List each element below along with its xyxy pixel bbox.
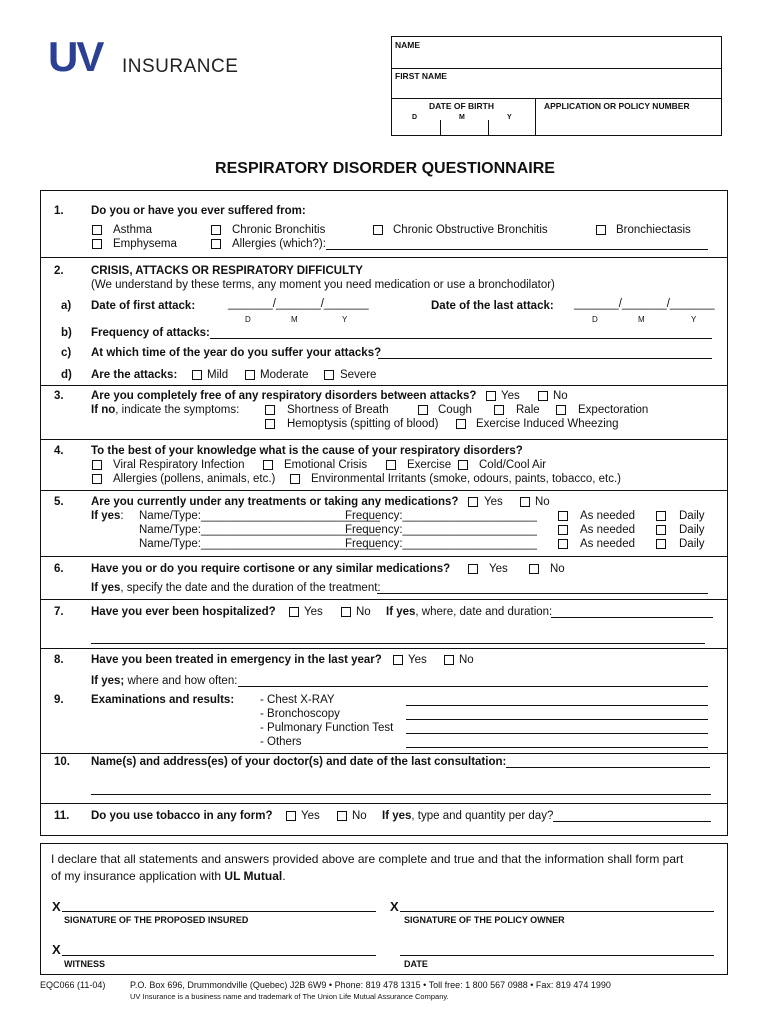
q2c-text: At which time of the year do you suffer your attacks? — [91, 347, 382, 359]
q8-no-label: No — [459, 654, 474, 666]
q3-yes-checkbox[interactable] — [486, 391, 496, 401]
name-label: NAME — [395, 40, 421, 50]
irritants-label: Environmental Irritants (smoke, odours, paints, tobacco, etc.) — [311, 473, 621, 485]
divider — [40, 599, 728, 600]
shortness-checkbox[interactable] — [265, 405, 275, 415]
hospitalization-field-1[interactable] — [551, 617, 713, 618]
allergies-which-field[interactable] — [326, 249, 708, 250]
q9-number: 9. — [54, 694, 64, 706]
form-code: EQC066 (11-04) — [40, 980, 106, 990]
as-needed-checkbox-3[interactable] — [558, 539, 568, 549]
q2-note: (We understand by these terms, any moment you need medication or use a bronchodilator) — [91, 279, 555, 291]
as-needed-label-3: As needed — [580, 538, 635, 550]
divider — [40, 490, 728, 491]
q2b-label: b) — [61, 327, 72, 339]
q7-yes-checkbox[interactable] — [289, 607, 299, 617]
q8-if-yes-bold: If yes; — [91, 675, 125, 687]
footer-trademark: UV Insurance is a business name and trademark of The Union Life Mutual Assurance Company. — [130, 992, 449, 1001]
dob-d: D — [412, 114, 418, 121]
q4-number: 4. — [54, 445, 64, 457]
q6-yes-checkbox[interactable] — [468, 564, 478, 574]
emphysema-label: Emphysema — [113, 238, 177, 250]
moderate-label: Moderate — [260, 369, 309, 381]
q5-yes-checkbox[interactable] — [468, 497, 478, 507]
declaration-end: . — [282, 869, 286, 883]
q5-number: 5. — [54, 496, 64, 508]
q7-if-yes — [386, 606, 552, 619]
divider — [40, 803, 728, 804]
q6-if-yes-bold: If yes — [91, 582, 121, 594]
shortness-label: Shortness of Breath — [287, 404, 389, 416]
q6-yes-label: Yes — [489, 563, 508, 575]
doctor-field-2[interactable] — [91, 794, 711, 795]
viral-checkbox[interactable] — [92, 460, 102, 470]
doctor-field-1[interactable] — [506, 767, 710, 768]
emphysema-checkbox[interactable] — [92, 239, 102, 249]
q3-if-no — [91, 404, 239, 417]
owner-signature-label: SIGNATURE OF THE POLICY OWNER — [404, 915, 565, 925]
wheezing-checkbox[interactable] — [456, 419, 466, 429]
q11-no-checkbox[interactable] — [337, 811, 347, 821]
dob-label: DATE OF BIRTH — [429, 101, 495, 111]
daily-label-3: Daily — [679, 538, 705, 550]
company-name: UL Mutual — [224, 869, 283, 883]
as-needed-label-2: As needed — [580, 524, 635, 536]
witness-x: X — [52, 942, 61, 957]
moderate-checkbox[interactable] — [245, 370, 255, 380]
as-needed-label-1: As needed — [580, 510, 635, 522]
time-of-year-field[interactable] — [378, 358, 712, 359]
q5-text: Are you currently under any treatments or taking any medications? — [91, 496, 459, 508]
viral-label: Viral Respiratory Infection — [113, 459, 245, 471]
daily-checkbox-1[interactable] — [656, 511, 666, 521]
q11-if-yes — [382, 810, 553, 823]
q2-number: 2. — [54, 265, 64, 277]
logo-word: INSURANCE — [122, 56, 239, 77]
q5-no-label: No — [535, 496, 550, 508]
q2c-label: c) — [61, 347, 72, 359]
dob-y: Y — [507, 114, 512, 121]
rale-checkbox[interactable] — [494, 405, 504, 415]
cortisone-details-field[interactable] — [377, 593, 708, 594]
q11-no-label: No — [352, 810, 367, 822]
divider — [40, 753, 728, 754]
first-name-label: FIRST NAME — [395, 71, 447, 81]
mild-label: Mild — [207, 369, 229, 381]
q5-yes-label: Yes — [484, 496, 503, 508]
daily-label-2: Daily — [679, 524, 705, 536]
q3-yes-label: Yes — [501, 390, 520, 402]
footer-address: P.O. Box 696, Drummondville (Quebec) J2B 6W9 • Phone: 819 478 1315 • Toll free: 1 800 567 0988 • Fax: 819 474 1990 — [130, 980, 611, 990]
q8-yes-checkbox[interactable] — [393, 655, 403, 665]
declaration-text: of my insurance application with — [51, 869, 225, 883]
med-name-field-2[interactable]: Name/Type:____________________________ — [139, 524, 381, 536]
emotional-label: Emotional Crisis — [284, 459, 368, 471]
q4-text: To the best of your knowledge what is the cause of your respiratory disorders? — [91, 445, 523, 457]
first-attack-d: D — [245, 315, 251, 324]
daily-label-1: Daily — [679, 510, 705, 522]
logo-mark: UV — [48, 33, 103, 80]
q8-if-yes-text: where and how often: — [124, 675, 238, 687]
last-attack-m: M — [638, 315, 645, 324]
dob-m: M — [459, 114, 465, 121]
expectoration-checkbox[interactable] — [556, 405, 566, 415]
q3-text: Are you completely free of any respiratory disorders between attacks? — [91, 390, 477, 402]
q2d-text: Are the attacks: — [91, 369, 178, 381]
irritants-checkbox[interactable] — [290, 474, 300, 484]
page-title: RESPIRATORY DISORDER QUESTIONNAIRE — [215, 160, 555, 177]
exam-result-field-1[interactable] — [406, 705, 708, 706]
q7-yes-label: Yes — [304, 606, 323, 618]
q1-text: Do you or have you ever suffered from: — [91, 205, 306, 217]
cold-air-checkbox[interactable] — [458, 460, 468, 470]
q6-no-label: No — [550, 563, 565, 575]
allergies-label: Allergies (which?): — [232, 238, 326, 250]
bronchiectasis-checkbox[interactable] — [596, 225, 606, 235]
exam-chest-xray: - Chest X-RAY — [260, 694, 335, 706]
tobacco-details-field[interactable] — [553, 821, 711, 822]
chronic-bronchitis-checkbox[interactable] — [211, 225, 221, 235]
first-name-field[interactable] — [392, 98, 721, 99]
rale-label: Rale — [516, 404, 540, 416]
med-frequency-field-1[interactable]: Frequency:_____________________ — [345, 510, 537, 522]
med-name-field-3[interactable]: Name/Type:____________________________ — [139, 538, 381, 550]
frequency-of-attacks-field[interactable] — [210, 338, 712, 339]
q7-no-label: No — [356, 606, 371, 618]
q7-number: 7. — [54, 606, 64, 618]
q1-number: 1. — [54, 205, 64, 217]
divider — [40, 257, 728, 258]
declaration-line-1: I declare that all statements and answers provided above are complete and true and that the information shall form part — [51, 852, 684, 866]
chronic-bronchitis-label: Chronic Bronchitis — [232, 224, 326, 236]
last-attack-d: D — [592, 315, 598, 324]
med-frequency-field-3[interactable]: Frequency:_____________________ — [345, 538, 537, 550]
exam-result-field-4[interactable] — [406, 747, 708, 748]
witness-signature-field[interactable] — [62, 955, 376, 956]
last-attack-date-field[interactable]: _______/_______/_______ — [574, 298, 715, 310]
q5-no-checkbox[interactable] — [520, 497, 530, 507]
insured-signature-label: SIGNATURE OF THE PROPOSED INSURED — [64, 915, 249, 925]
q5-colon: : — [120, 510, 124, 522]
hemoptysis-label: Hemoptysis (spitting of blood) — [287, 418, 439, 430]
allergies-checkbox[interactable] — [211, 239, 221, 249]
if-no-bold: If no — [91, 404, 116, 416]
date-label: DATE — [404, 959, 428, 969]
q8-number: 8. — [54, 654, 64, 666]
if-no-text: , indicate the symptoms: — [115, 404, 240, 416]
hemoptysis-checkbox[interactable] — [265, 419, 275, 429]
first-attack-y: Y — [342, 315, 348, 324]
dob-policy-divider — [535, 98, 536, 135]
dob-divider-2 — [488, 120, 489, 135]
exam-bronchoscopy: - Bronchoscopy — [260, 708, 340, 720]
daily-checkbox-3[interactable] — [656, 539, 666, 549]
divider — [40, 556, 728, 557]
q8-no-checkbox[interactable] — [444, 655, 454, 665]
emotional-checkbox[interactable] — [263, 460, 273, 470]
as-needed-checkbox-1[interactable] — [558, 511, 568, 521]
exam-others: - Others — [260, 736, 302, 748]
divider — [40, 648, 728, 649]
q6-text: Have you or do you require cortisone or any similar medications? — [91, 563, 451, 575]
as-needed-checkbox-2[interactable] — [558, 525, 568, 535]
severe-label: Severe — [340, 369, 377, 381]
q11-if-yes-bold: If yes — [382, 810, 412, 822]
declaration-line-2 — [51, 869, 286, 884]
q2a-label: a) — [61, 300, 72, 312]
q11-if-yes-text: , type and quantity per day? — [411, 810, 554, 822]
q8-if-yes — [91, 675, 237, 688]
exam-pulmonary: - Pulmonary Function Test — [260, 722, 394, 734]
insured-x: X — [52, 899, 61, 914]
cold-air-label: Cold/Cool Air — [479, 459, 547, 471]
policy-label: APPLICATION OR POLICY NUMBER — [544, 101, 690, 111]
asthma-label: Asthma — [113, 224, 152, 236]
cough-label: Cough — [438, 404, 472, 416]
q8-text: Have you been treated in emergency in the last year? — [91, 654, 382, 666]
q2a-text: Date of first attack: — [91, 300, 196, 312]
name-field[interactable] — [392, 68, 721, 69]
witness-label: WITNESS — [64, 959, 106, 969]
q7-if-yes-bold: If yes — [386, 606, 416, 618]
exam-result-field-2[interactable] — [406, 719, 708, 720]
divider — [40, 385, 728, 386]
last-attack-y: Y — [691, 315, 697, 324]
divider — [40, 439, 728, 440]
q7-if-yes-text: , where, date and duration: — [415, 606, 553, 618]
wheezing-label: Exercise Induced Wheezing — [476, 418, 619, 430]
asthma-checkbox[interactable] — [92, 225, 102, 235]
q3-no-checkbox[interactable] — [538, 391, 548, 401]
owner-x: X — [390, 899, 399, 914]
hospitalization-field-2[interactable] — [91, 643, 705, 644]
q11-yes-label: Yes — [301, 810, 320, 822]
identity-box — [391, 36, 722, 136]
q2-text: CRISIS, ATTACKS OR RESPIRATORY DIFFICULTY — [91, 265, 363, 277]
q5-if-yes-bold: If yes — [91, 510, 121, 522]
q11-yes-checkbox[interactable] — [286, 811, 296, 821]
med-frequency-field-2[interactable]: Frequency:_____________________ — [345, 524, 537, 536]
first-attack-date-field[interactable]: _______/_______/_______ — [228, 298, 369, 310]
bronchiectasis-label: Bronchiectasis — [616, 224, 691, 236]
mild-checkbox[interactable] — [192, 370, 202, 380]
q6-no-checkbox[interactable] — [529, 564, 539, 574]
q11-number: 11. — [54, 810, 70, 822]
exam-result-field-3[interactable] — [406, 733, 708, 734]
copd-label: Chronic Obstructive Bronchitis — [393, 224, 548, 236]
q7-text: Have you ever been hospitalized? — [91, 606, 276, 618]
q7-no-checkbox[interactable] — [341, 607, 351, 617]
allergies-cause-label: Allergies (pollens, animals, etc.) — [113, 473, 276, 485]
allergies-cause-checkbox[interactable] — [92, 474, 102, 484]
q6-if-yes-text: , specify the date and the duration of the treatment: — [120, 582, 381, 594]
emergency-details-field[interactable] — [238, 686, 708, 687]
q6-number: 6. — [54, 563, 64, 575]
q11-text: Do you use tobacco in any form? — [91, 810, 273, 822]
q2d-label: d) — [61, 369, 72, 381]
daily-checkbox-2[interactable] — [656, 525, 666, 535]
first-attack-m: M — [291, 315, 298, 324]
logo — [48, 33, 239, 80]
q8-yes-label: Yes — [408, 654, 427, 666]
insured-signature-field[interactable] — [62, 911, 376, 912]
exercise-checkbox[interactable] — [386, 460, 396, 470]
q10-number: 10. — [54, 756, 70, 768]
date-field[interactable] — [400, 955, 714, 956]
q3-number: 3. — [54, 390, 64, 402]
owner-signature-field[interactable] — [400, 911, 714, 912]
q5-if-yes — [91, 510, 124, 523]
cough-checkbox[interactable] — [418, 405, 428, 415]
copd-checkbox[interactable] — [373, 225, 383, 235]
q6-if-yes — [91, 582, 381, 595]
last-attack-text: Date of the last attack: — [431, 300, 554, 312]
q9-text: Examinations and results: — [91, 694, 235, 706]
q2b-text: Frequency of attacks: — [91, 327, 210, 339]
med-name-field-1[interactable]: Name/Type:____________________________ — [139, 510, 381, 522]
q3-no-label: No — [553, 390, 568, 402]
dob-divider-1 — [440, 120, 441, 135]
severe-checkbox[interactable] — [324, 370, 334, 380]
exercise-label: Exercise — [407, 459, 452, 471]
expectoration-label: Expectoration — [578, 404, 649, 416]
q10-text: Name(s) and address(es) of your doctor(s) and date of the last consultation: — [91, 756, 507, 768]
